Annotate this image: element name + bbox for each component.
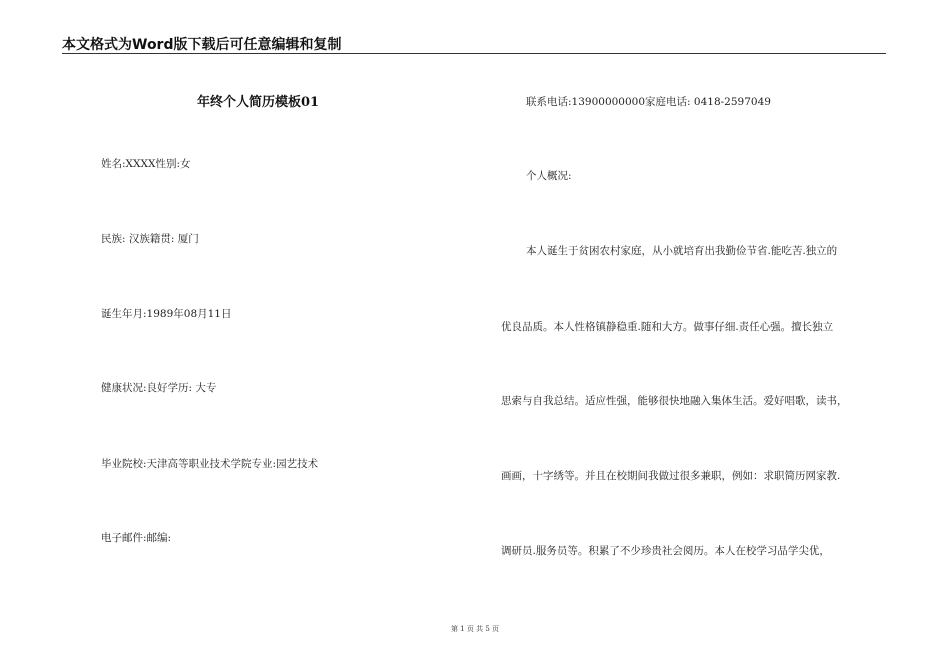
overview-paragraph-line: 画画，十字绣等。并且在校期间我做过很多兼职，例如：求职简历网家教. <box>501 470 841 482</box>
overview-paragraph-line: 思索与自我总结。适应性强，能够很快地融入集体生活。爱好唱歌，读书， <box>501 395 848 407</box>
field-ethnicity-hometown: 民族: 汉族籍贯: 厦门 <box>101 233 199 245</box>
document-title: 年终个人简历模板01 <box>197 95 320 110</box>
banner-divider <box>62 53 886 54</box>
field-name-gender: 姓名:XXXX性别:女 <box>101 158 191 170</box>
document-banner: 本文格式为Word版下载后可任意编辑和复制 <box>62 37 342 53</box>
overview-heading: 个人概况: <box>526 170 572 182</box>
field-email-postcode: 电子邮件:邮编: <box>101 532 172 544</box>
field-school-major: 毕业院校:天津高等职业技术学院专业:园艺技术 <box>101 458 319 470</box>
field-health-education: 健康状况:良好学历: 大专 <box>101 382 217 394</box>
overview-paragraph-line: 优良品质。本人性格镇静稳重.随和大方。做事仔细.责任心强。擅长独立 <box>501 321 834 333</box>
field-birthdate: 诞生年月:1989年08月11日 <box>101 308 232 320</box>
overview-paragraph-line: 本人诞生于贫困农村家庭，从小就培育出我勤俭节省.能吃苦.独立的 <box>526 245 838 257</box>
overview-paragraph-line: 调研员.服务员等。积累了不少珍贵社会阅历。本人在校学习品学尖优， <box>501 545 830 557</box>
page-number: 第 1 页 共 5 页 <box>450 625 500 633</box>
field-contact-phone: 联系电话:13900000000家庭电话: 0418-2597049 <box>526 96 771 108</box>
